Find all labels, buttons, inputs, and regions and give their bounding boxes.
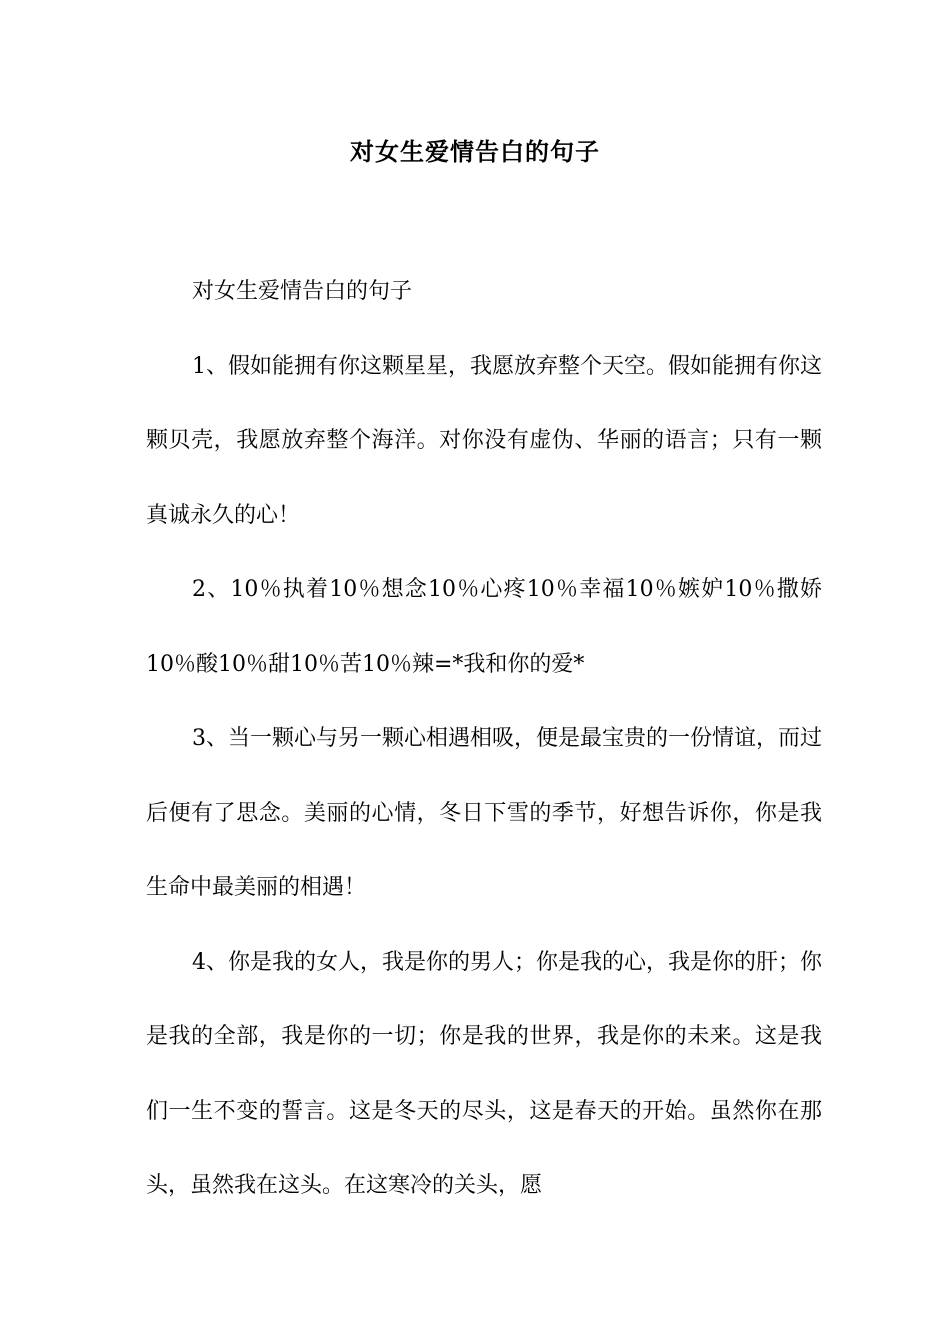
- paragraph-item-2: 2、10％执着10％想念10％心疼10％幸福10％嫉妒10％撒娇10％酸10％甜10％苦10％辣=*我和你的爱*: [146, 577, 822, 677]
- document-title: 对女生爱情告白的句子: [350, 137, 600, 166]
- paragraph-item-3: 3、当一颗心与另一颗心相遇相吸，便是最宝贵的一份情谊，而过后便有了思念。美丽的心情，冬日下雪的季节，好想告诉你，你是我生命中最美丽的相遇！: [146, 726, 822, 900]
- paragraph-subtitle: 对女生爱情告白的句子: [192, 279, 413, 304]
- paragraph-item-1: 1、假如能拥有你这颗星星，我愿放弃整个天空。假如能拥有你这颗贝壳，我愿放弃整个海洋。对你没有虚伪、华丽的语言；只有一颗真诚永久的心！: [146, 353, 822, 528]
- document-body: [146, 255, 822, 1224]
- paragraph-item-4: 4、你是我的女人，我是你的男人；你是我的心，我是你的肝；你是我的全部，我是你的一切；你是我的世界，我是你的未来。这是我们一生不变的誓言。这是冬天的尽头，这是春天的开始。虽然你在那头，虽然我在这头。在这寒冷的关头，愿: [146, 949, 822, 1198]
